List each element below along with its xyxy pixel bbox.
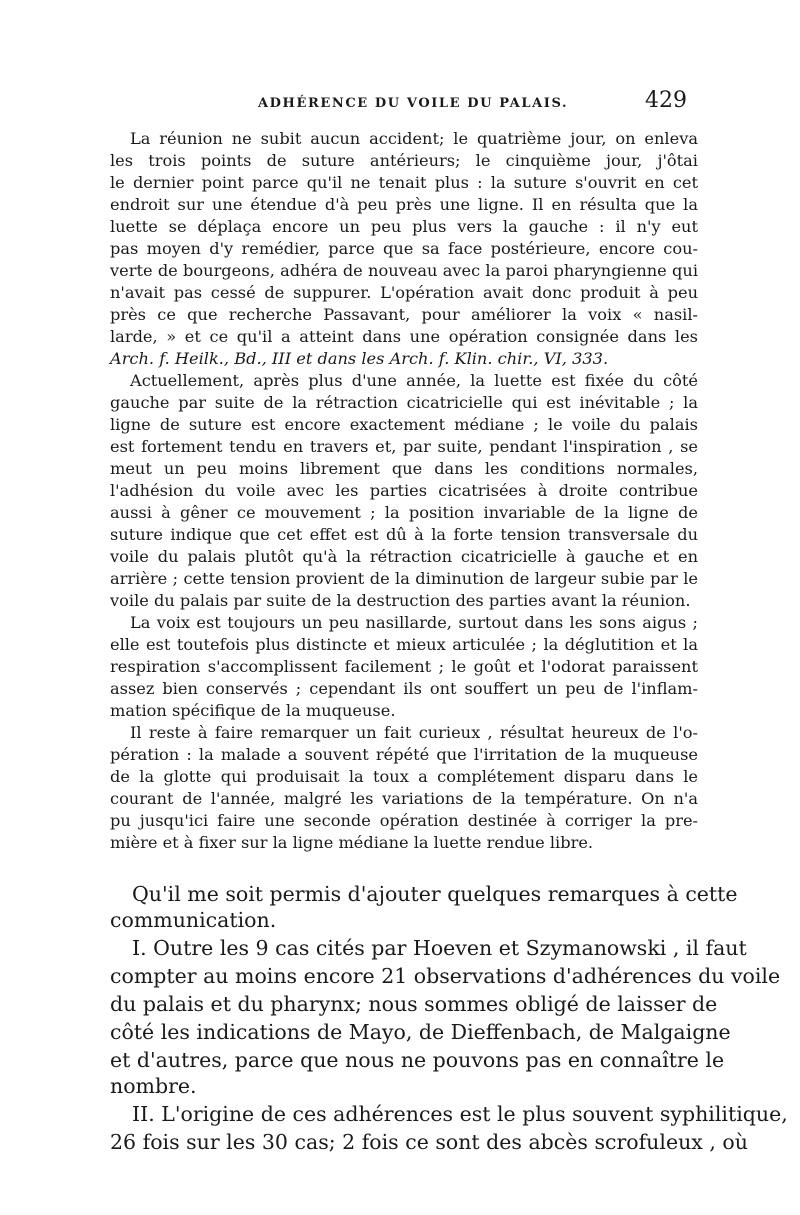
text-line: La réunion ne subit aucun accident; le quatrième jour, on enleva <box>130 129 698 148</box>
text-line: meut un peu moins librement que dans les conditions normales, <box>110 459 698 478</box>
text-line: arrière ; cette tension provient de la diminution de largeur subie par le <box>110 569 698 588</box>
text-line: du palais et du pharynx; nous sommes obligé de laisser de <box>110 992 718 1016</box>
text-line: pas moyen d'y remédier, parce que sa face postérieure, encore cou- <box>110 239 698 258</box>
text-line: endroit sur une étendue d'à peu près une ligne. Il en résulta que la <box>110 195 698 214</box>
text-line: les trois points de suture antérieurs; le cinquième jour, j'ôtai <box>110 151 698 170</box>
text-line: est fortement tendu en travers et, par suite, pendant l'inspiration , se <box>110 437 698 456</box>
page-number: 429 <box>645 88 687 113</box>
text-line: larde, » et ce qu'il a atteint dans une opération consignée dans les <box>110 327 698 346</box>
text-line: pu jusqu'ici faire une seconde opération destinée à corriger la pre- <box>110 811 698 830</box>
text-line: pération : la malade a souvent répété que l'irritation de la muqueuse <box>110 745 698 764</box>
text-line: côté les indications de Mayo, de Dieffenbach, de Malgaigne <box>110 1020 731 1044</box>
text-line: de la glotte qui produisait la toux a complétement disparu dans le <box>110 767 698 786</box>
text-line: l'adhésion du voile avec les parties cicatrisées à droite contribue <box>110 481 698 500</box>
text-line: I. Outre les 9 cas cités par Hoeven et Szymanowski , il faut <box>132 936 747 960</box>
text-line: nombre. <box>110 1074 197 1098</box>
text-line: voile du palais plutôt qu'à la rétraction cicatricielle à gauche et en <box>110 547 698 566</box>
text-line: suture indique que cet effet est dû à la forte tension transversale du <box>110 525 698 544</box>
text-line: luette se déplaça encore un peu plus vers la gauche : il n'y eut <box>110 217 698 236</box>
text-line: n'avait pas cessé de suppurer. L'opération avait donc produit à peu <box>110 283 698 302</box>
running-head: ADHÉRENCE DU VOILE DU PALAIS. <box>258 96 569 111</box>
text-line: mière et à fixer sur la ligne médiane la luette rendue libre. <box>110 833 594 852</box>
text-line: compter au moins encore 21 observations d'adhérences du voile <box>110 964 781 988</box>
text-line: Actuellement, après plus d'une année, la luette est fixée du côté <box>130 371 698 390</box>
text-line: Qu'il me soit permis d'ajouter quelques remarques à cette <box>132 882 738 906</box>
text-line: le dernier point parce qu'il ne tenait plus : la suture s'ouvrit en cet <box>110 173 698 192</box>
text-line: courant de l'année, malgré les variations de la température. On n'a <box>110 789 698 808</box>
text-line: II. L'origine de ces adhérences est le plus souvent syphilitique, <box>132 1102 788 1126</box>
text-line: aussi à gêner ce mouvement ; la position invariable de la ligne de <box>110 503 698 522</box>
text-line: Il reste à faire remarquer un fait curieux , résultat heureux de l'o- <box>130 723 698 742</box>
text-line: 26 fois sur les 30 cas; 2 fois ce sont des abcès scrofuleux , où <box>110 1130 748 1154</box>
text-line: près ce que recherche Passavant, pour améliorer la voix « nasil- <box>110 305 698 324</box>
text-line: mation spécifique de la muqueuse. <box>110 701 396 720</box>
text-line: ligne de suture est encore exactement médiane ; le voile du palais <box>110 415 698 434</box>
text-line: et d'autres, parce que nous ne pouvons pas en connaître le <box>110 1048 725 1072</box>
text-line-citation: Arch. f. Heilk., Bd., III et dans les Arch. f. Klin. chir., VI, 333. <box>110 349 609 368</box>
text-line: elle est toutefois plus distincte et mieux articulée ; la déglutition et la <box>110 635 698 654</box>
text-line: assez bien conservés ; cependant ils ont souffert un peu de l'inflam- <box>110 679 698 698</box>
text-line: La voix est toujours un peu nasillarde, surtout dans les sons aigus ; <box>130 613 698 632</box>
text-line: voile du palais par suite de la destruction des parties avant la réunion. <box>110 591 691 610</box>
text-line: verte de bourgeons, adhéra de nouveau avec la paroi pharyngienne qui <box>110 261 698 280</box>
text-line: gauche par suite de la rétraction cicatricielle qui est inévitable ; la <box>110 393 698 412</box>
text-line: respiration s'accomplissent facilement ; le goût et l'odorat paraissent <box>110 657 698 676</box>
text-line: communication. <box>110 908 277 932</box>
